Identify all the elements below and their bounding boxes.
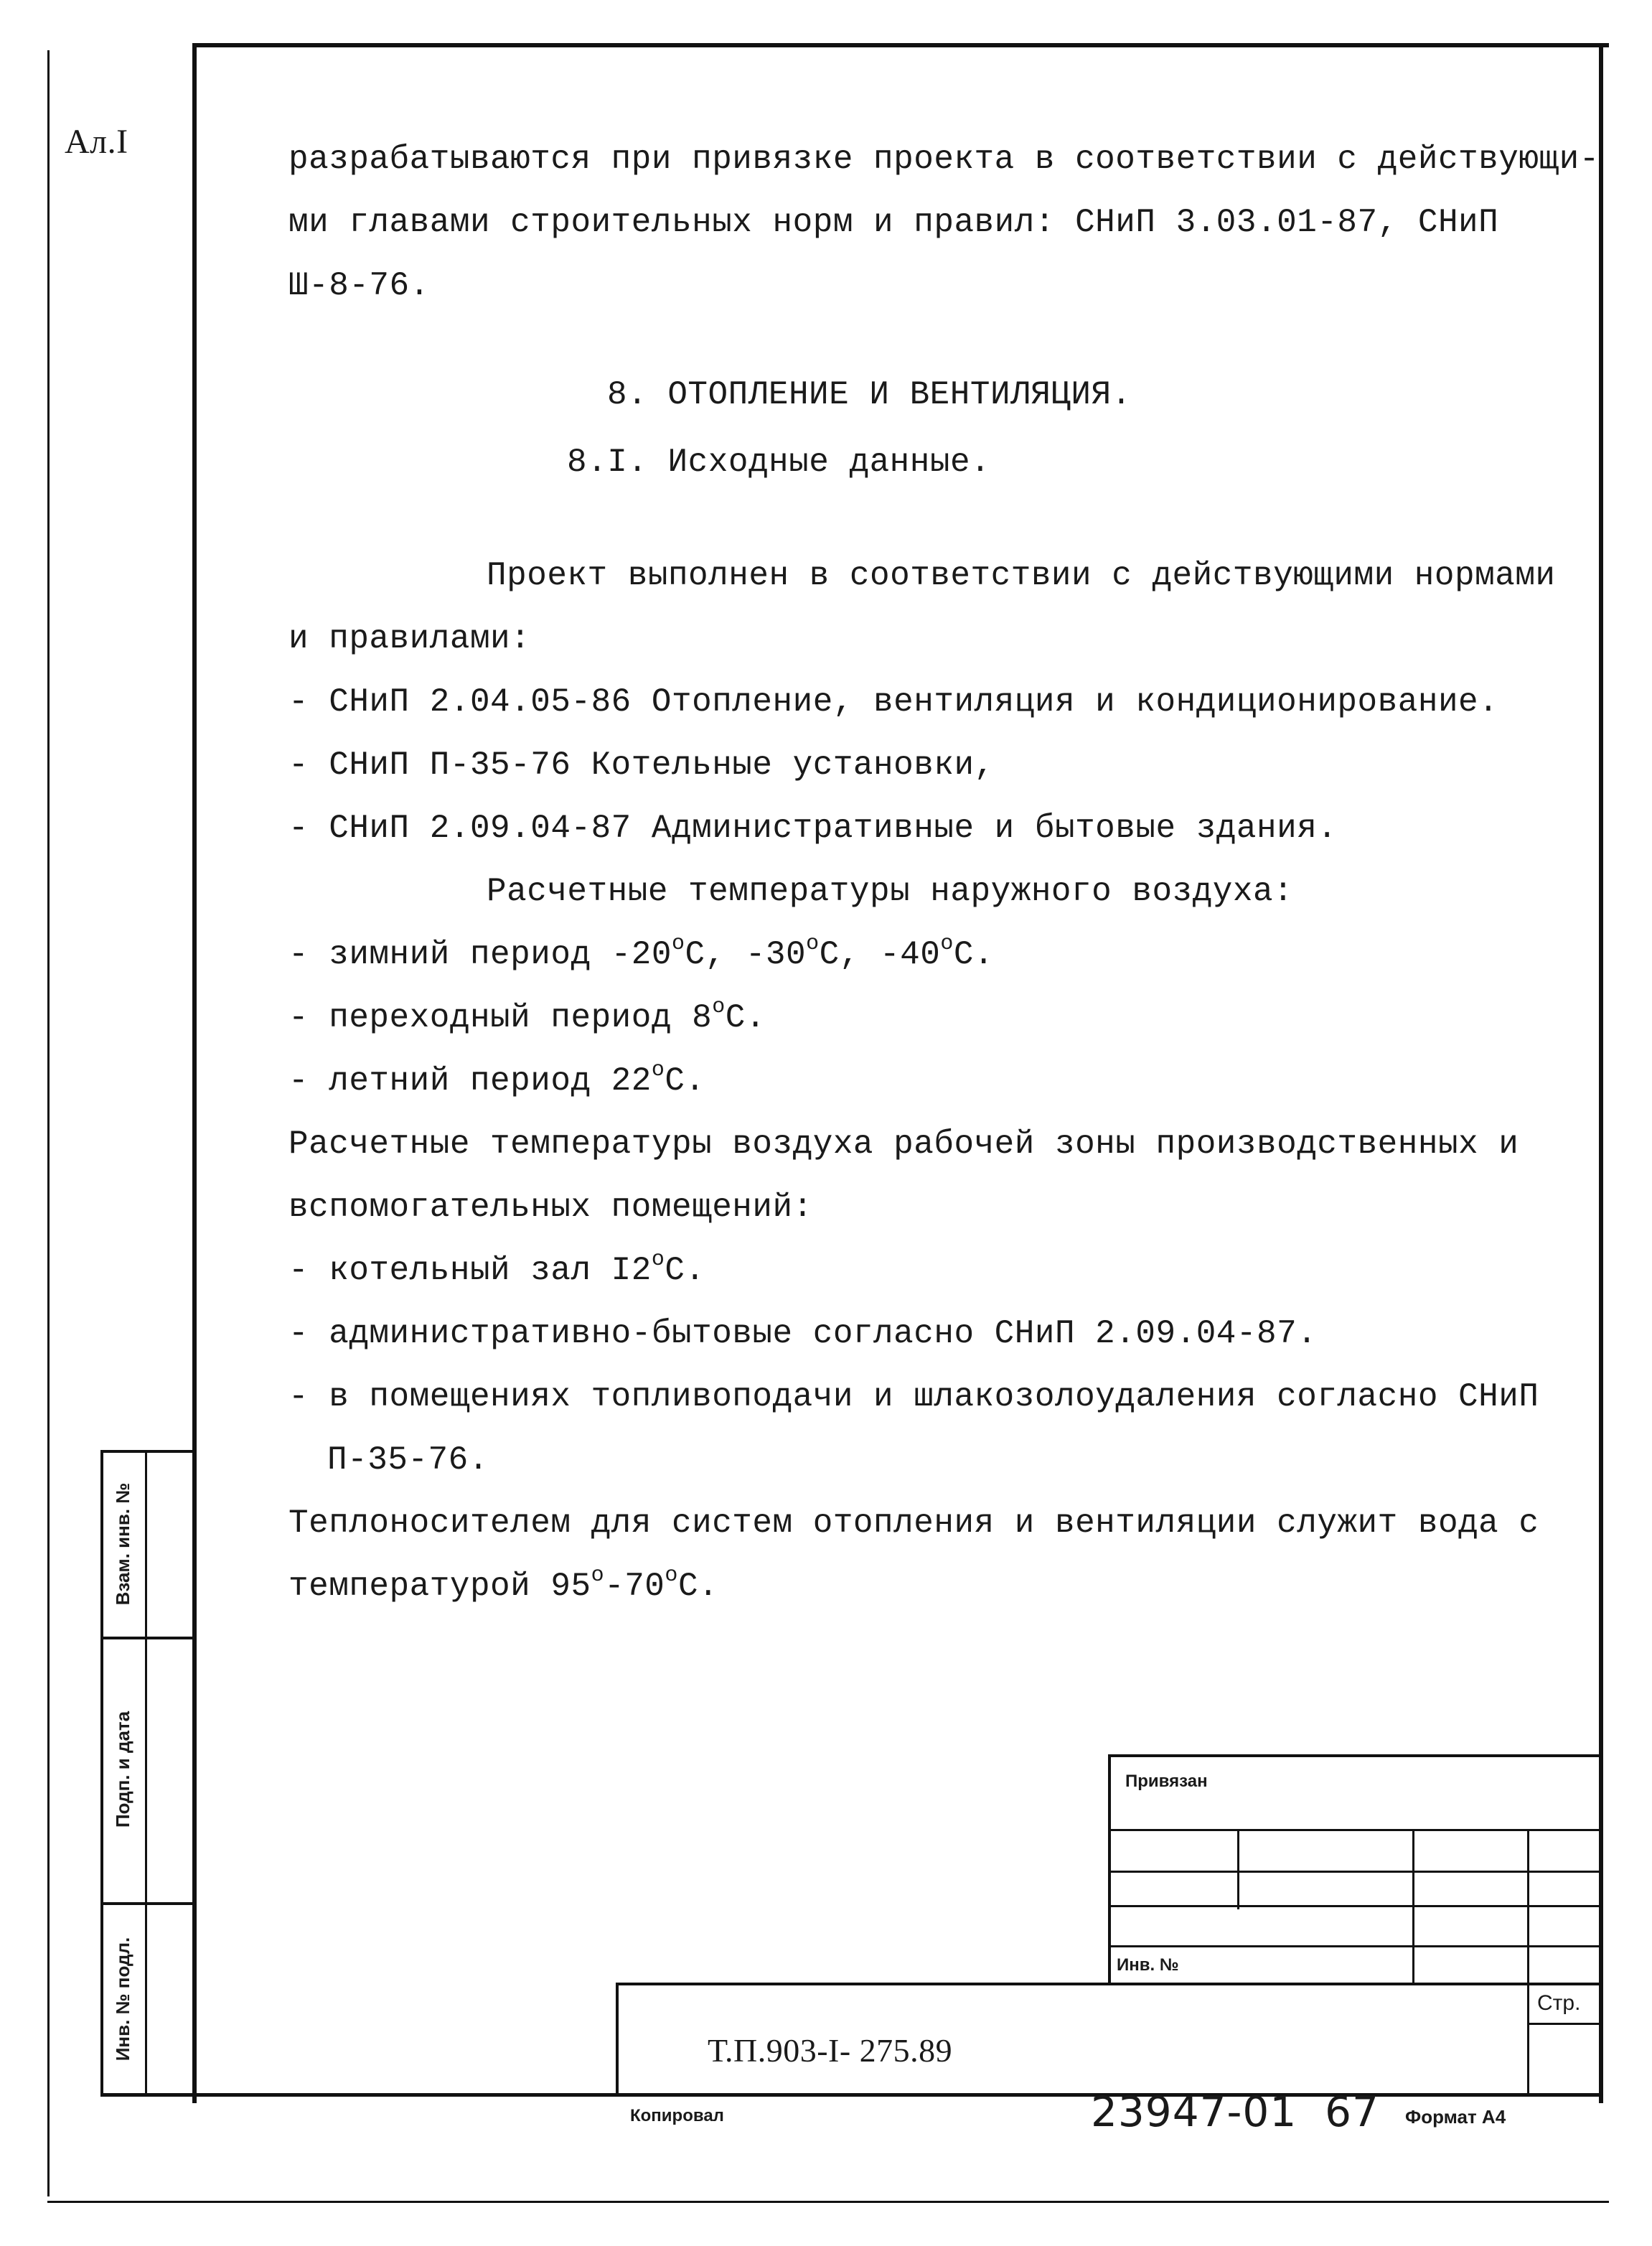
- intro-line-2: ми главами строительных норм и правил: СНиП 3.03.01-87, СНиП: [288, 204, 1499, 241]
- stamp-col-2: [1412, 1829, 1414, 1984]
- sheet-label: Ал.I: [65, 123, 128, 161]
- work-zone-line-1: Расчетные температуры воздуха рабочей зоны производственных и: [288, 1126, 1519, 1163]
- fuel-rooms-line-1: - в помещениях топливоподачи и шлакозолоудаления согласно СНиП: [288, 1378, 1539, 1416]
- outdoor-temps-heading: Расчетные температуры наружного воздуха:: [487, 873, 1294, 910]
- stamp-page-label: Стр.: [1537, 1991, 1581, 2015]
- frame-left-outer: [47, 50, 50, 2196]
- doc-block-left: [616, 1983, 619, 2096]
- footer-format: Формат А4: [1405, 2106, 1506, 2128]
- frame-right: [1599, 43, 1603, 2103]
- fuel-rooms-line-2: П-35-76.: [327, 1441, 489, 1479]
- summer-period: - летний период $22^оС$.: [288, 1058, 705, 1100]
- intro-line-3: Ш-8-76.: [288, 267, 430, 304]
- norm-item-1: - СНиП 2.04.05-86 Отопление, вентиляция и кондиционирование.: [288, 683, 1499, 721]
- footer-copied: Копировал: [630, 2106, 724, 2125]
- side-stamp-inv-podl: Инв. № подл.: [112, 1937, 133, 2062]
- boiler-room-temp: - котельный зал $I2^оС$.: [288, 1248, 705, 1289]
- norm-item-2: - СНиП П-35-76 Котельные установки,: [288, 747, 995, 784]
- side-stamp-podp: Подп. и дата: [112, 1711, 133, 1828]
- paragraph-1-line-2: и правилами:: [288, 620, 531, 658]
- paragraph-1-line-1: Проект выполнен в соответствии с действующими нормами: [487, 557, 1556, 594]
- footer-number: 23947-01 67: [1091, 2087, 1379, 2136]
- winter-period: - зимний период $-20^оС$, $-30^оС$, $-40^оС$.: [288, 932, 995, 973]
- doc-block-page-row: [1527, 2023, 1603, 2025]
- doc-block-top: [616, 1983, 1603, 1985]
- admin-buildings: - административно-бытовые согласно СНиП 2.09.04-87.: [288, 1315, 1318, 1352]
- stamp-col-1: [1237, 1829, 1239, 1909]
- stamp-col-3: [1527, 1829, 1529, 2095]
- stamp-bound-label: Привязан: [1125, 1772, 1208, 1791]
- page-bottom-rule: [47, 2201, 1609, 2203]
- heat-carrier-line-1: Теплоносителем для систем отопления и вентиляции служит вода с: [288, 1505, 1539, 1542]
- section-subtitle: 8.I. Исходные данные.: [567, 444, 991, 481]
- stamp-top: [1108, 1754, 1603, 1757]
- side-stamp-vzam: Взам. инв. №: [112, 1482, 133, 1606]
- frame-top: [192, 43, 1609, 47]
- heat-carrier-line-2: температурой $95^о-70^оС$.: [288, 1563, 719, 1605]
- side-stamp-left: [100, 1450, 103, 2096]
- intro-line-1: разрабатываются при привязке проекта в соответствии с действующи-: [288, 141, 1600, 178]
- frame-left-inner: [192, 43, 197, 2103]
- work-zone-line-2: вспомогательных помещений:: [288, 1189, 813, 1226]
- norm-item-3: - СНиП 2.09.04-87 Административные и бытовые здания.: [288, 810, 1338, 847]
- document-code: Т.П.903-I- 275.89: [708, 2032, 953, 2069]
- stamp-left: [1108, 1754, 1111, 1985]
- section-title: 8. ОТОПЛЕНИЕ И ВЕНТИЛЯЦИЯ.: [607, 376, 1132, 413]
- stamp-inv-label: Инв. №: [1117, 1955, 1179, 1975]
- side-stamp-divider: [145, 1450, 147, 2096]
- transition-period: - переходный период $8^оС$.: [288, 995, 766, 1037]
